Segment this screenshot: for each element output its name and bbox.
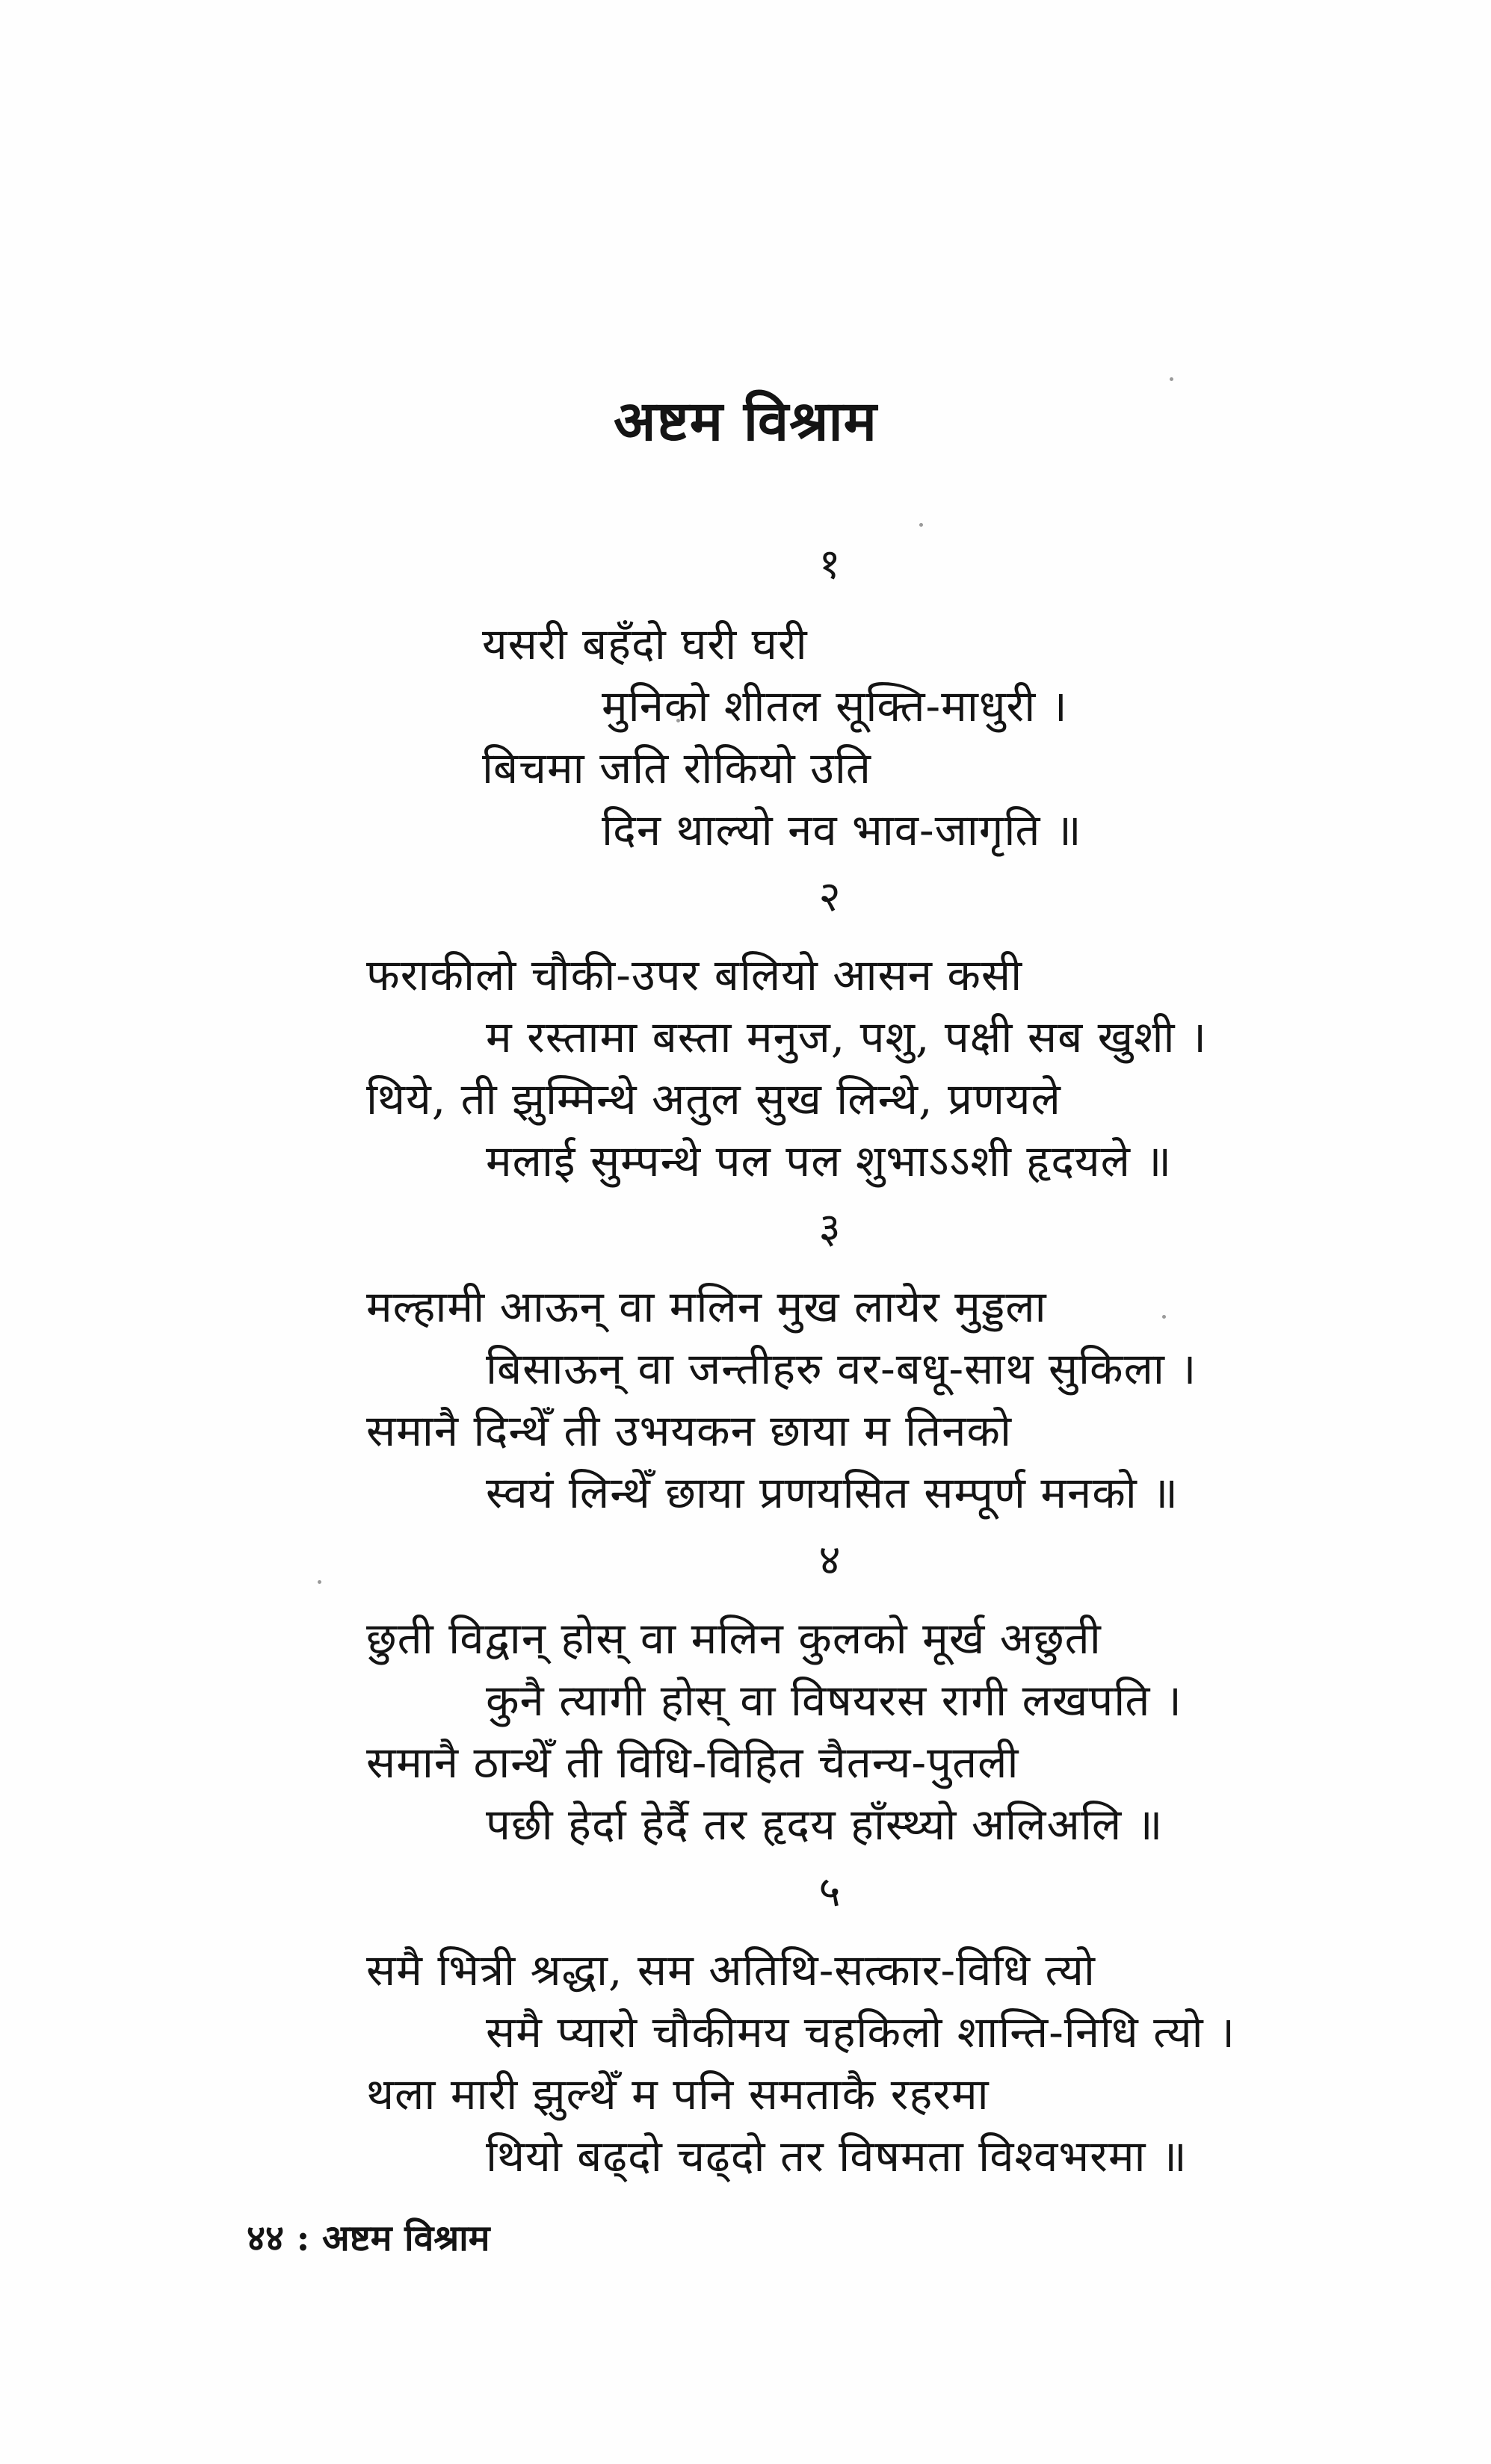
chapter-title: अष्टम विश्राम xyxy=(614,389,877,454)
verse-line: दिन थाल्यो नव भाव-जागृति ॥ xyxy=(602,805,1082,855)
verse-line: समै प्यारो चौकीमय चहकिलो शान्ति-निधि त्यो । xyxy=(486,2007,1236,2058)
stanza-number: ४ xyxy=(818,1536,841,1585)
paper-speck xyxy=(1162,1315,1166,1319)
verse-line: थिये, ती झुम्मिन्थे अतुल सुख लिन्थे, प्रणयले xyxy=(366,1074,1061,1124)
paper-speck xyxy=(919,523,923,527)
stanza-number: ५ xyxy=(818,1868,841,1916)
verse-line: म रस्तामा बस्ता मनुज, पशु, पक्षी सब खुशी । xyxy=(486,1012,1207,1062)
verse-line: स्वयं लिन्थेँ छाया प्रणयसित सम्पूर्ण मनको ॥ xyxy=(486,1467,1179,1518)
verse-line: बिसाऊन् वा जन्तीहरु वर-बधू-साथ सुकिला । xyxy=(486,1343,1197,1394)
verse-line: थला मारी झुल्थेँ म पनि समताकै रहरमा xyxy=(366,2069,990,2120)
verse-line: मुनिको शीतल सूक्ति-माधुरी । xyxy=(602,681,1068,731)
verse-line: समानै दिन्थेँ ती उभयकन छाया म तिनको xyxy=(366,1405,1012,1456)
stanza-number: ३ xyxy=(818,1204,841,1253)
stanza-number: २ xyxy=(818,873,841,921)
verse-line: मलाई सुम्पन्थे पल पल शुभाऽऽशी हृदयले ॥ xyxy=(486,1136,1173,1186)
paper-speck xyxy=(318,1580,321,1584)
verse-line: थियो बढ्दो चढ्दो तर विषमता विश्वभरमा ॥ xyxy=(486,2131,1188,2182)
stanza-number: १ xyxy=(818,540,841,589)
verse-line: समानै ठान्थेँ ती विधि-विहित चैतन्य-पुतली xyxy=(366,1737,1019,1788)
verse-line: कुनै त्यागी होस् वा विषयरस रागी लखपति । xyxy=(486,1675,1182,1726)
verse-line: छुती विद्वान् होस् वा मलिन कुलको मूर्ख अछुती xyxy=(366,1613,1102,1664)
page-footer: ४४ : अष्टम विश्राम xyxy=(247,2217,490,2259)
verse-line: बिचमा जति रोकियो उति xyxy=(482,743,871,793)
verse-line: यसरी बहँदो घरी घरी xyxy=(482,619,808,669)
verse-line: पछी हेर्दा हेर्दै तर हृदय हाँस्थ्यो अलिअलि ॥ xyxy=(486,1799,1164,1850)
verse-line: मल्हामी आऊन् वा मलिन मुख लायेर मुड्डला xyxy=(366,1281,1047,1332)
verse-line: फराकीलो चौकी-उपर बलियो आसन कसी xyxy=(366,950,1023,1000)
verse-line: समै भित्री श्रद्धा, सम अतिथि-सत्कार-विधि त्यो xyxy=(366,1945,1096,1996)
